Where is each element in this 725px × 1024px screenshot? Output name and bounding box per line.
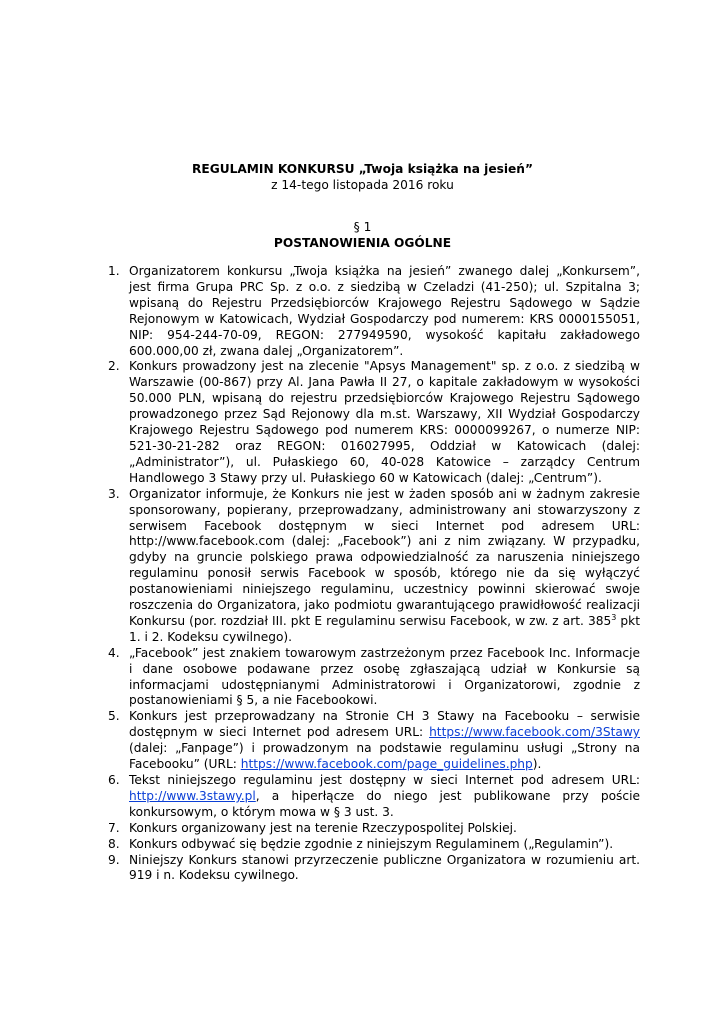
item-text: (dalej: „Fanpage”) i prowadzonym na podstawie regulaminu usługi „Strony na Facebooku” (URL: (129, 741, 640, 772)
list-item (108, 773, 640, 821)
page-guidelines-link[interactable]: https://www.facebook.com/page_guidelines.php (240, 757, 533, 772)
item-number: 6. (108, 773, 120, 787)
item-number: 2. (108, 359, 120, 374)
list-item (108, 709, 640, 773)
item-number: 7. (108, 820, 120, 835)
fanpage-link[interactable]: https://www.facebook.com/3Stawy (429, 725, 640, 740)
item-number: 1. (108, 264, 120, 278)
list-item (108, 264, 640, 359)
item-text: Konkurs jest przeprowadzany na Stronie CH 3 Stawy na Facebooku – serwisie dostępnym w sieci Internet pod adresem URL: (129, 709, 640, 740)
item-text: Tekst niniejszego regulaminu jest dostępny w sieci Internet pod adresem URL: (129, 773, 640, 787)
item-text: Organizator informuje, że Konkurs nie jest w żaden sposób ani w żadnym zakresie sponsorowany, popierany, przeprowadzany, administrowany ani stowarzyszony z serwisem Facebook dostępnym w sieci Internet pod adresem URL: http://www.facebook.com (dalej: „Facebook”) ani z nim związany. W przypadku, gdyby na gruncie polskiego prawa odpowiedzialność za naruszenia niniejszego regulaminu ponosił serwis Facebook w sposób, którego nie da się wyłączyć postanowieniami niniejszego regulaminu, uczestnicy powinni skierować swoje roszczenia do Organizatora, jako podmiotu gwarantującego prawidłowość realizacji Konkursu (por. rozdział III. pkt E regulaminu serwisu Facebook, w zw. z art. 385 (129, 486, 640, 628)
section-number: § 1 (353, 220, 372, 234)
item-text-tail: pkt 1. i 2. Kodeksu cywilnego). (129, 613, 640, 644)
list-item (108, 646, 640, 710)
section-heading (0, 219, 725, 251)
provisions-list (108, 264, 640, 884)
list-item (108, 359, 640, 486)
item-text: „Facebook” jest znakiem towarowym zastrzeżonym przez Facebook Inc. Informacje i dane osobowe podawane przez osobę zgłaszającą udział w Konkursie są informacjami udostępnianymi Administratorowi i Organizatorowi, zgodnie z postanowieniami § 5, a nie Facebookowi. (129, 645, 640, 708)
item-superscript: 3 (611, 612, 617, 622)
website-link[interactable]: http://www.3stawy.pl (129, 788, 256, 803)
item-text: Niniejszy Konkurs stanowi przyrzeczenie publiczne Organizatora w rozumieniu art. 919 i n. Kodeksu cywilnego. (129, 852, 640, 883)
document-header (0, 161, 725, 193)
item-number: 9. (108, 852, 120, 867)
list-item (108, 837, 640, 853)
item-number: 5. (108, 709, 120, 724)
document-subtitle: z 14-tego listopada 2016 roku (271, 178, 454, 192)
list-item (108, 853, 640, 885)
list-item (108, 487, 640, 646)
item-text: Konkurs odbywać się będzie zgodnie z niniejszym Regulaminem („Regulamin”). (129, 836, 614, 851)
item-text: Konkurs prowadzony jest na zlecenie "Apsys Management" sp. z o.o. z siedzibą w Warszawie (00-867) przy Al. Jana Pawła II 27, o kapitale zakładowym w wysokości 50.000 PLN, wpisaną do rejestru przedsiębiorców Krajowego Rejestru Sądowego prowadzonego przez Sąd Rejonowy dla m.st. Warszawy, XII Wydział Gospodarczy Krajowego Rejestru Sądowego pod numerem KRS: 0000099267, o numerze NIP: 521-30-21-282 oraz REGON: 016027995, Oddział w Katowicach (dalej: „Administrator”), ul. Pułaskiego 60, 40-028 Katowice – zarządcy Centrum Handlowego 3 Stawy przy ul. Pułaskiego 60 w Katowicach (dalej: „Centrum”). (129, 359, 640, 485)
item-number: 8. (108, 836, 120, 851)
item-number: 3. (108, 486, 120, 501)
section-name: POSTANOWIENIA OGÓLNE (273, 236, 452, 250)
item-number: 4. (108, 645, 120, 660)
list-item (108, 821, 640, 837)
item-text: Konkurs organizowany jest na terenie Rzeczypospolitej Polskiej. (129, 820, 517, 835)
item-text: ). (532, 757, 542, 772)
item-text: , a hiperłącze do niego jest publikowane przy poście konkursowym, o którym mowa w § 3 ust. 3. (129, 788, 640, 819)
item-text: Organizatorem konkursu „Twoja książka na jesień” zwanego dalej „Konkursem”, jest firma Grupa PRC Sp. z o.o. z siedzibą w Czeladzi (41-250); ul. Szpitalna 3; wpisaną do Rejestru Przedsiębiorców Krajowego Rejestru Sądowego w Sądzie Rejonowym w Katowicach, Wydział Gospodarczy pod numerem: KRS 0000155051, NIP: 954-244-70-09, REGON: 277949590, wysokość kapitału zakładowego 600.000,00 zł, zwana dalej „Organizatorem”. (129, 264, 640, 358)
document-title: REGULAMIN KONKURSU „Twoja książka na jesień” (192, 162, 533, 176)
